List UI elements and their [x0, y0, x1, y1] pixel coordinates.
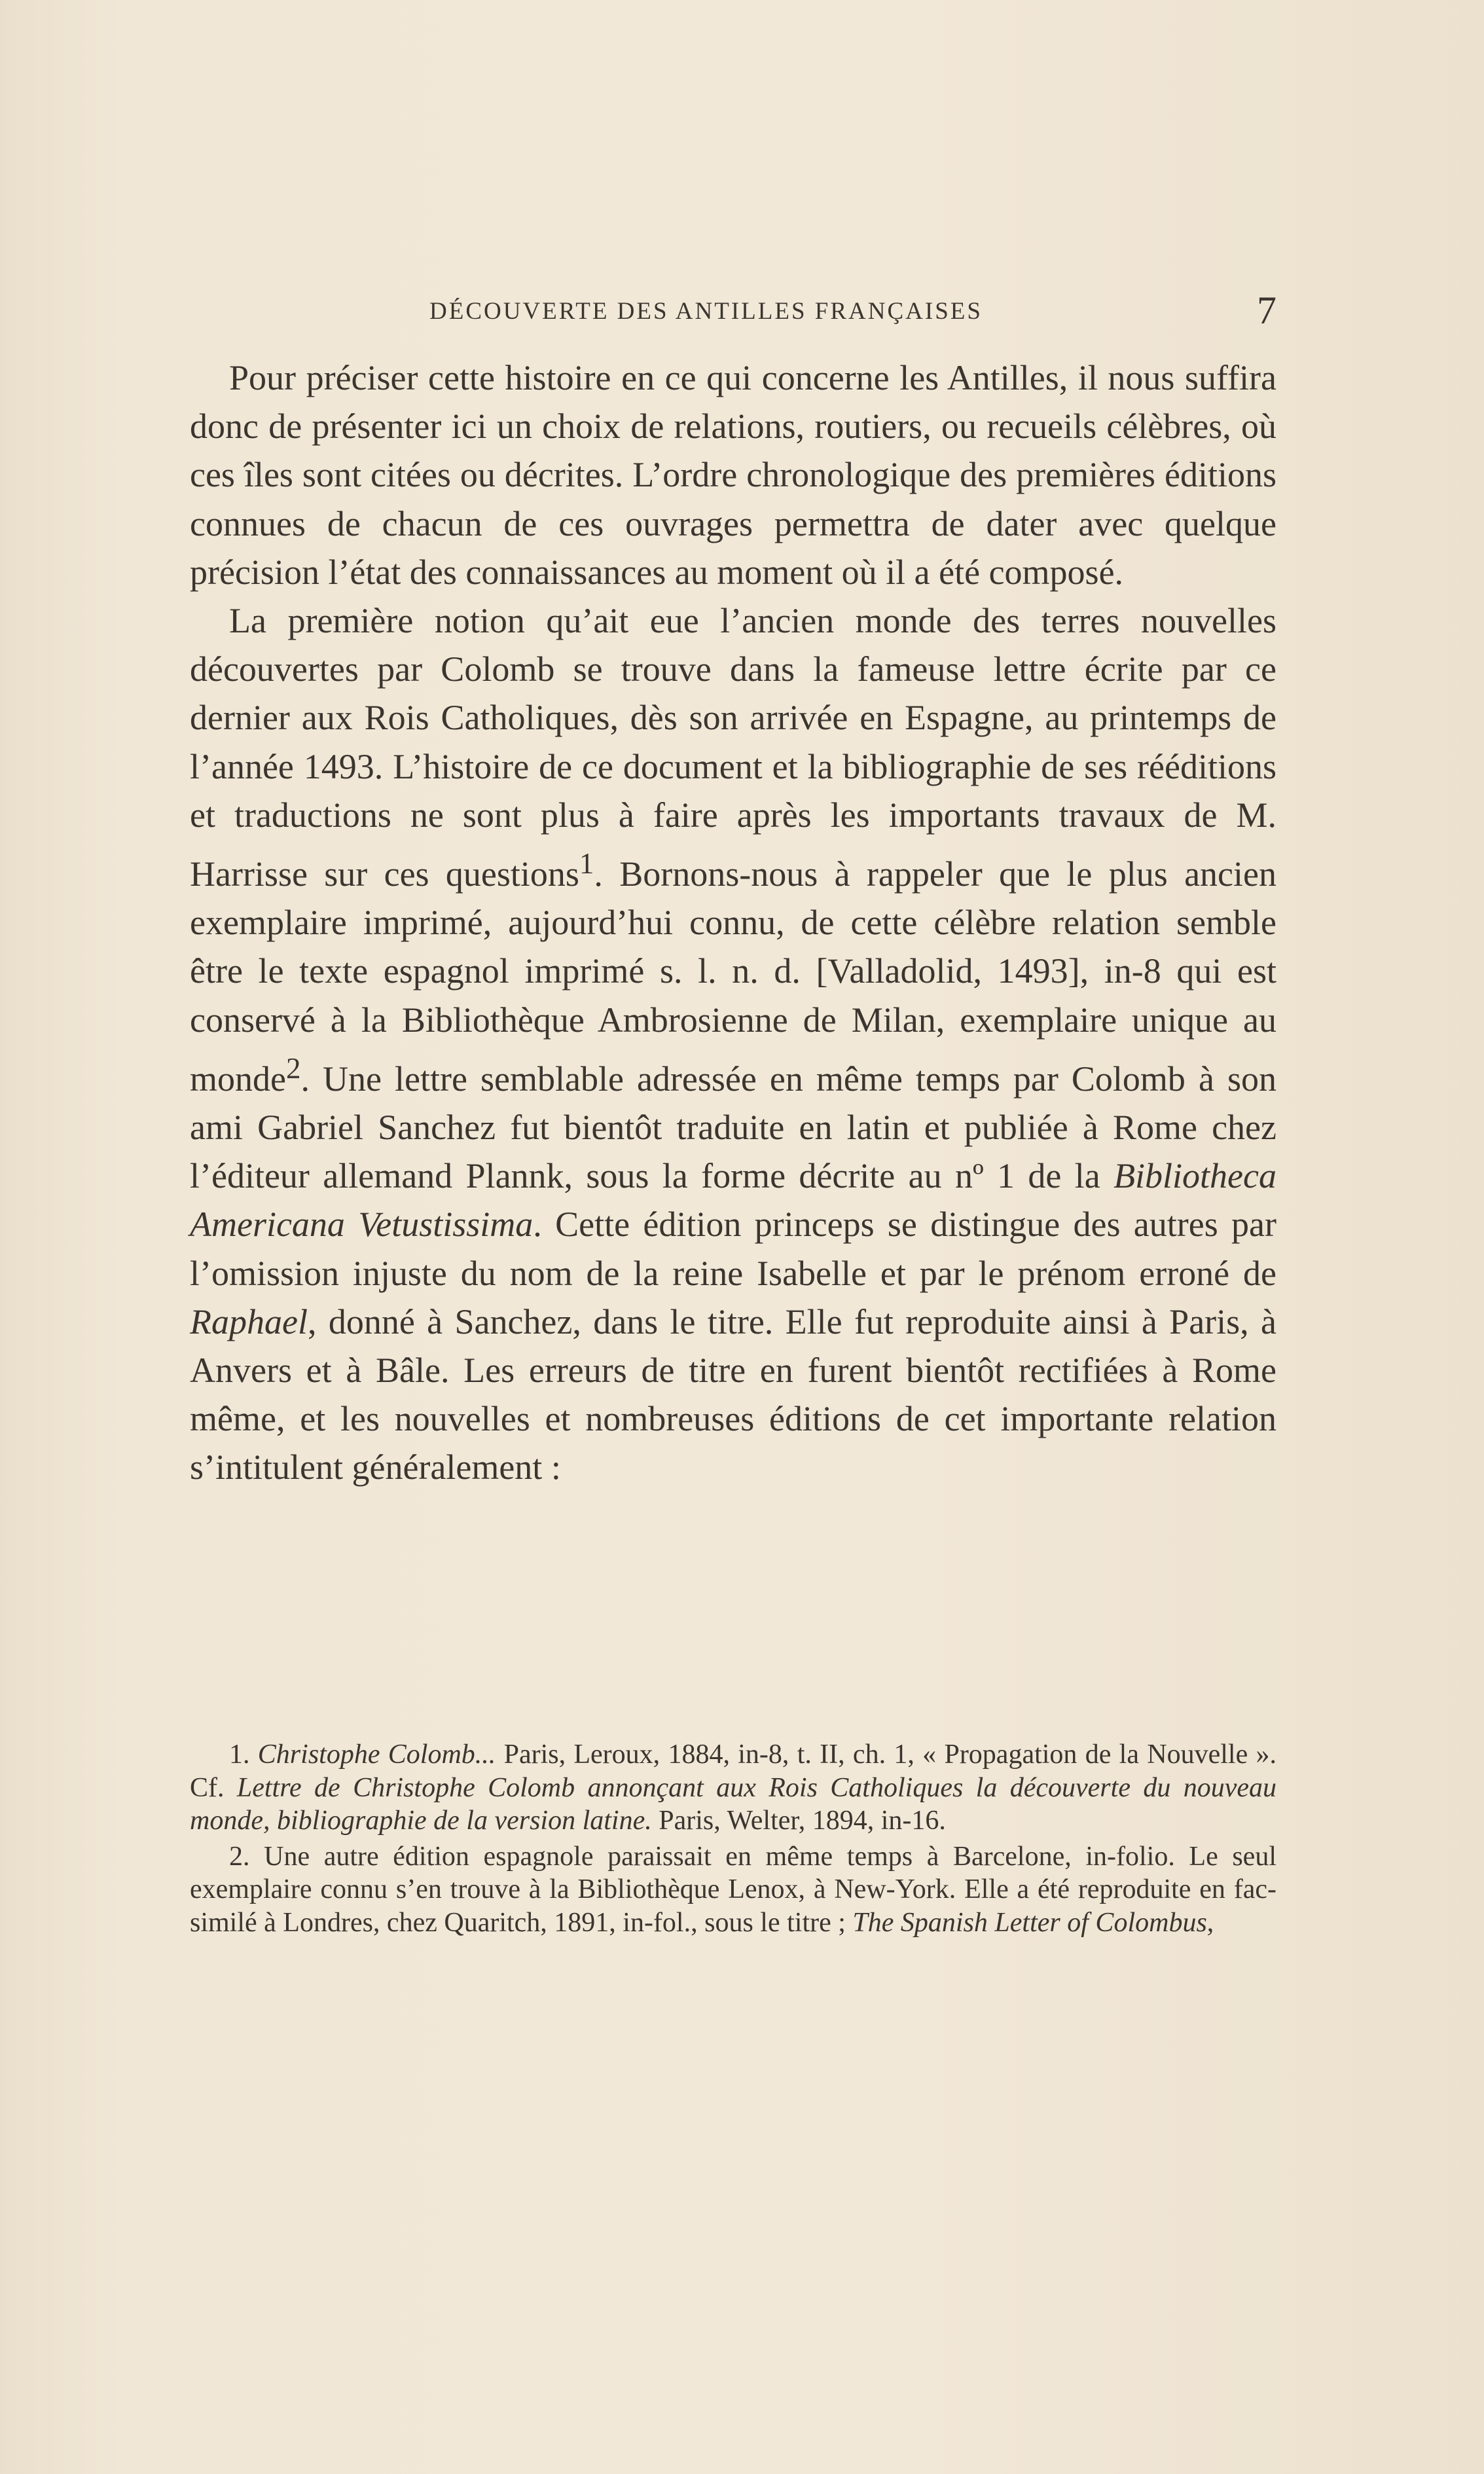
footnote-ref-2: 2 [285, 1051, 301, 1085]
footnote-2 [190, 1840, 1276, 1940]
paragraph-1: Pour préciser cette histoire en ce qui concerne les Antilles, il nous suffira donc de présenter ici un choix de relations, routiers, ou recueils célèbres, où ces îles sont citées ou décrites. L’ordre chronologique des premières éditions connues de chacun de ces ouvrages permettra de dater avec quelque précision l’état des connaissances au moment où il a été composé. [190, 358, 1276, 592]
footnote-ref-1: 1 [579, 847, 594, 881]
paragraph-2-part-e: , donné à Sanchez, dans le titre. Elle fut reproduite ainsi à Paris, à Anvers et à Bâle. Les erreurs de titre en furent bientôt rectifiées à Rome même, et les nouvelles et nombreuses éditions de cet importante relation s’intitulent généralement : [190, 1301, 1276, 1487]
paragraph-2 [190, 596, 1276, 1492]
footnote-1 [190, 1738, 1276, 1838]
page-number: 7 [1257, 289, 1276, 332]
paragraph-2-part-c: . Une lettre semblable adressée en même temps par Colomb à son ami Gabriel Sanchez fut bientôt traduite en latin et publiée à Rome chez l’éditeur allemand Plannk, sous la forme décrite au nº 1 de la [190, 1059, 1276, 1196]
paragraph-2-part-d: . Cette édition princeps se distingue des autres par l’omission injuste du nom de la reine Isabelle et par le prénom erroné de [190, 1205, 1276, 1293]
footnote-1-title-2: Lettre de Christophe Colomb annonçant aux Rois Catholiques la découverte du nouveau monde, bibliographie de la version latine. [190, 1772, 1277, 1836]
footnote-1-title-1: Christophe Colomb... [257, 1739, 496, 1770]
paragraph-2-part-b: . Bornons-nous à rappeler que le plus ancien exemplaire imprimé, aujourd’hui connu, de cette célèbre relation semble être le texte espagnol imprimé s. l. n. d. [Valladolid, 1493], in-8 qui est conservé à la Bibliothèque Ambrosienne de Milan, exemplaire unique au monde [190, 854, 1276, 1099]
paragraph-2-part-a: La première notion qu’ait eue l’ancien monde des terres nouvelles découvertes par Colomb se trouve dans la fameuse lettre écrite par ce dernier aux Rois Catholiques, dès son arrivée en Espagne, au printemps de l’année 1493. L’histoire de ce document et la bibliographie de ses rééditions et traductions ne sont plus à faire après les importants travaux de M. Harrisse sur ces questions [190, 601, 1276, 894]
footnote-2-title: The Spanish Letter of Colombus [852, 1907, 1207, 1938]
footnote-1-text-b: Paris, Welter, 1894, in-16. [651, 1806, 946, 1836]
footnote-2-text-a: Une autre édition espagnole paraissait en même temps à Barcelone, in-folio. Le seul exemplaire connu s’en trouve à la Bibliothèque Lenox, à New-York. Elle a été reproduite en fac-similé à Londres, chez Quaritch, 1891, in-fol., sous le titre ; [190, 1841, 1276, 1938]
footnote-2-number: 2. [229, 1841, 264, 1872]
footnote-1-text-a: Paris, Leroux, 1884, in-8, t. II, ch. 1, « Propagation de la Nouvelle ». Cf. [190, 1739, 1277, 1803]
running-title: DÉCOUVERTE DES ANTILLES FRANÇAISES [429, 298, 983, 325]
footnote-2-text-b: , [1206, 1907, 1214, 1938]
main-text [190, 354, 1276, 1492]
footnote-1-number: 1. [229, 1739, 258, 1770]
name-raphael: Raphael [190, 1301, 308, 1341]
page-header [190, 288, 1276, 334]
footnotes [190, 1738, 1276, 1942]
title-bibliotheca: Bibliotheca Americana Vetustissima [190, 1156, 1276, 1245]
